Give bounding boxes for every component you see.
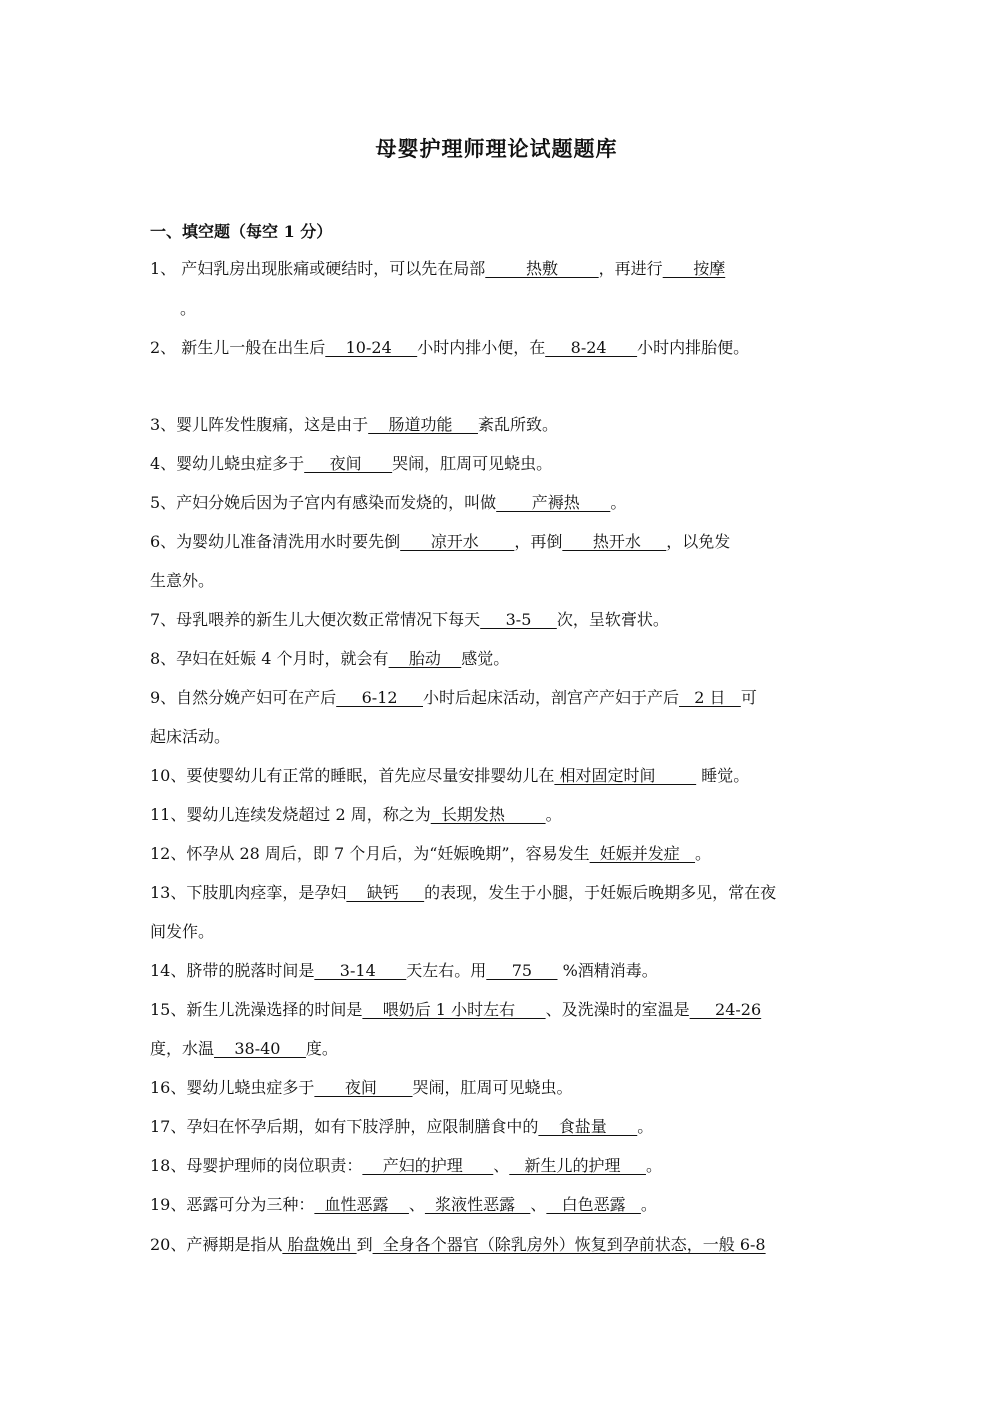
question-text: 17、孕妇在怀孕后期，如有下肢浮肿，应限制膳食中的: [150, 1117, 539, 1136]
question-text: 紊乱所致。: [477, 415, 558, 434]
question-line: [150, 843, 711, 865]
answer-blank: 缺钙: [346, 883, 425, 902]
question-text: 间发作。: [150, 922, 215, 941]
answer-blank: 喂奶后 1 小时左右: [362, 1000, 546, 1019]
question-line: [150, 765, 749, 787]
answer-blank: 相对固定时间: [554, 766, 697, 785]
question-text: 到: [356, 1235, 373, 1254]
question-text: 8、孕妇在妊娠 4 个月时，就会有: [150, 649, 389, 668]
answer-blank: 38-40: [214, 1039, 306, 1058]
answer-blank: 8-24: [545, 338, 638, 357]
answer-blank: 产妇的护理: [362, 1156, 494, 1175]
question-text: 。: [180, 299, 197, 318]
question-line: [150, 570, 214, 592]
question-text: ，再进行: [598, 259, 663, 278]
question-text: 。: [637, 1117, 654, 1136]
question-text: 。: [645, 1156, 662, 1175]
answer-blank: 75: [486, 961, 558, 980]
question-line: [150, 1038, 338, 1060]
question-text: 小时内排小便，在: [417, 338, 546, 357]
answer-blank: 全身各个器官（除乳房外）恢复到孕前状态，一般 6-8: [372, 1235, 766, 1254]
answer-blank: 肠道功能: [368, 415, 478, 434]
question-line: [150, 337, 749, 359]
question-line: [180, 298, 196, 320]
question-line: [150, 609, 669, 631]
question-text: 。: [545, 805, 562, 824]
answer-blank: 按摩: [662, 259, 726, 278]
question-text: 度，水温: [150, 1039, 215, 1058]
question-text: 6、为婴幼儿准备清洗用水时要先倒: [150, 532, 401, 551]
question-text: 12、怀孕从 28 周后，即 7 个月后，为“妊娠晚期”，容易发生: [150, 844, 590, 863]
question-line: [150, 687, 757, 709]
question-text: 起床活动。: [150, 727, 231, 746]
question-line: [150, 1234, 766, 1256]
answer-blank: 2 日: [679, 688, 741, 707]
question-line: [150, 1077, 573, 1099]
answer-blank: 24-26: [689, 1000, 762, 1019]
question-line: [150, 1194, 657, 1216]
answer-blank: 妊娠并发症: [589, 844, 696, 863]
question-text: 天左右。用: [406, 961, 487, 980]
question-text: 、: [493, 1156, 510, 1175]
question-text: 的表现，发生于小腿，于妊娠后晚期多见，常在夜: [424, 883, 777, 902]
question-text: 1、 产妇乳房出现胀痛或硬结时，可以先在局部: [150, 259, 486, 278]
answer-blank: 血性恶露: [314, 1195, 409, 1214]
question-text: 9、自然分娩产妇可在产后: [150, 688, 337, 707]
question-text: 16、婴幼儿蛲虫症多于: [150, 1078, 315, 1097]
question-text: 度。: [305, 1039, 338, 1058]
question-text: 7、母乳喂养的新生儿大便次数正常情况下每天: [150, 610, 481, 629]
question-text: %酒精消毒。: [557, 961, 658, 980]
question-text: 哭闹，肛周可见蛲虫。: [392, 454, 553, 473]
question-text: 5、产妇分娩后因为子宫内有感染而发烧的，叫做: [150, 493, 497, 512]
question-text: 感觉。: [461, 649, 510, 668]
question-line: [150, 960, 658, 982]
question-text: 小时内排胎便。: [637, 338, 750, 357]
answer-blank: 浆液性恶露: [424, 1195, 531, 1214]
question-text: 。: [695, 844, 712, 863]
answer-blank: 10-24: [325, 338, 418, 357]
question-text: 睡觉。: [696, 766, 750, 785]
question-text: 次，呈软膏状。: [556, 610, 669, 629]
answer-blank: 胎盘娩出: [282, 1235, 357, 1254]
question-text: 14、脐带的脱落时间是: [150, 961, 315, 980]
question-text: 10、要使婴幼儿有正常的睡眠，首先应尽量安排婴幼儿在: [150, 766, 555, 785]
section-heading: 一、填空题（每空 1 分）: [150, 222, 333, 241]
question-text: 。: [610, 493, 627, 512]
question-line: [150, 1116, 653, 1138]
answer-blank: 新生儿的护理: [509, 1156, 646, 1175]
question-line: [150, 882, 776, 904]
answer-blank: 产褥热: [496, 493, 611, 512]
question-text: 15、新生儿洗澡选择的时间是: [150, 1000, 363, 1019]
question-text: 4、婴幼儿蛲虫症多于: [150, 454, 305, 473]
question-text: 11、婴幼儿连续发烧超过 2 周，称之为: [150, 805, 431, 824]
question-text: 3、婴儿阵发性腹痛，这是由于: [150, 415, 369, 434]
question-text: 18、母婴护理师的岗位职责：: [150, 1156, 363, 1175]
question-text: 、: [408, 1195, 425, 1214]
question-line: [150, 999, 761, 1021]
question-text: 20、产褥期是指从: [150, 1235, 283, 1254]
document-title: 母婴护理师理论试题题库: [375, 136, 618, 161]
question-line: [150, 531, 730, 553]
question-line: [150, 921, 214, 943]
question-line: [150, 453, 552, 475]
answer-blank: 6-12: [336, 688, 423, 707]
answer-blank: 胎动: [388, 649, 462, 668]
answer-blank: 夜间: [304, 454, 393, 473]
question-text: 、及洗澡时的室温是: [545, 1000, 690, 1019]
question-text: 、: [530, 1195, 547, 1214]
question-line: [150, 414, 558, 436]
answer-blank: 凉开水: [400, 532, 515, 551]
question-line: [150, 726, 230, 748]
question-text: 哭闹，肛周可见蛲虫。: [412, 1078, 573, 1097]
answer-blank: 3-14: [314, 961, 407, 980]
answer-blank: 白色恶露: [546, 1195, 641, 1214]
question-text: 。: [640, 1195, 657, 1214]
answer-blank: 3-5: [480, 610, 557, 629]
question-line: [150, 1155, 662, 1177]
question-text: ，再倒: [514, 532, 563, 551]
question-text: 小时后起床活动，剖宫产产妇于产后: [423, 688, 680, 707]
question-line: [150, 648, 509, 670]
question-text: ，以免发: [666, 532, 731, 551]
question-text: 生意外。: [150, 571, 215, 590]
question-text: 可: [740, 688, 757, 707]
question-line: [150, 492, 626, 514]
answer-blank: 食盐量: [538, 1117, 638, 1136]
answer-blank: 热开水: [562, 532, 667, 551]
question-text: 2、 新生儿一般在出生后: [150, 338, 326, 357]
answer-blank: 夜间: [314, 1078, 413, 1097]
question-text: 19、恶露可分为三种：: [150, 1195, 315, 1214]
question-line: [150, 258, 725, 280]
question-line: [150, 804, 562, 826]
question-text: 13、下肢肌肉痉挛，是孕妇: [150, 883, 347, 902]
answer-blank: 长期发热: [430, 805, 546, 824]
answer-blank: 热敷: [485, 259, 599, 278]
